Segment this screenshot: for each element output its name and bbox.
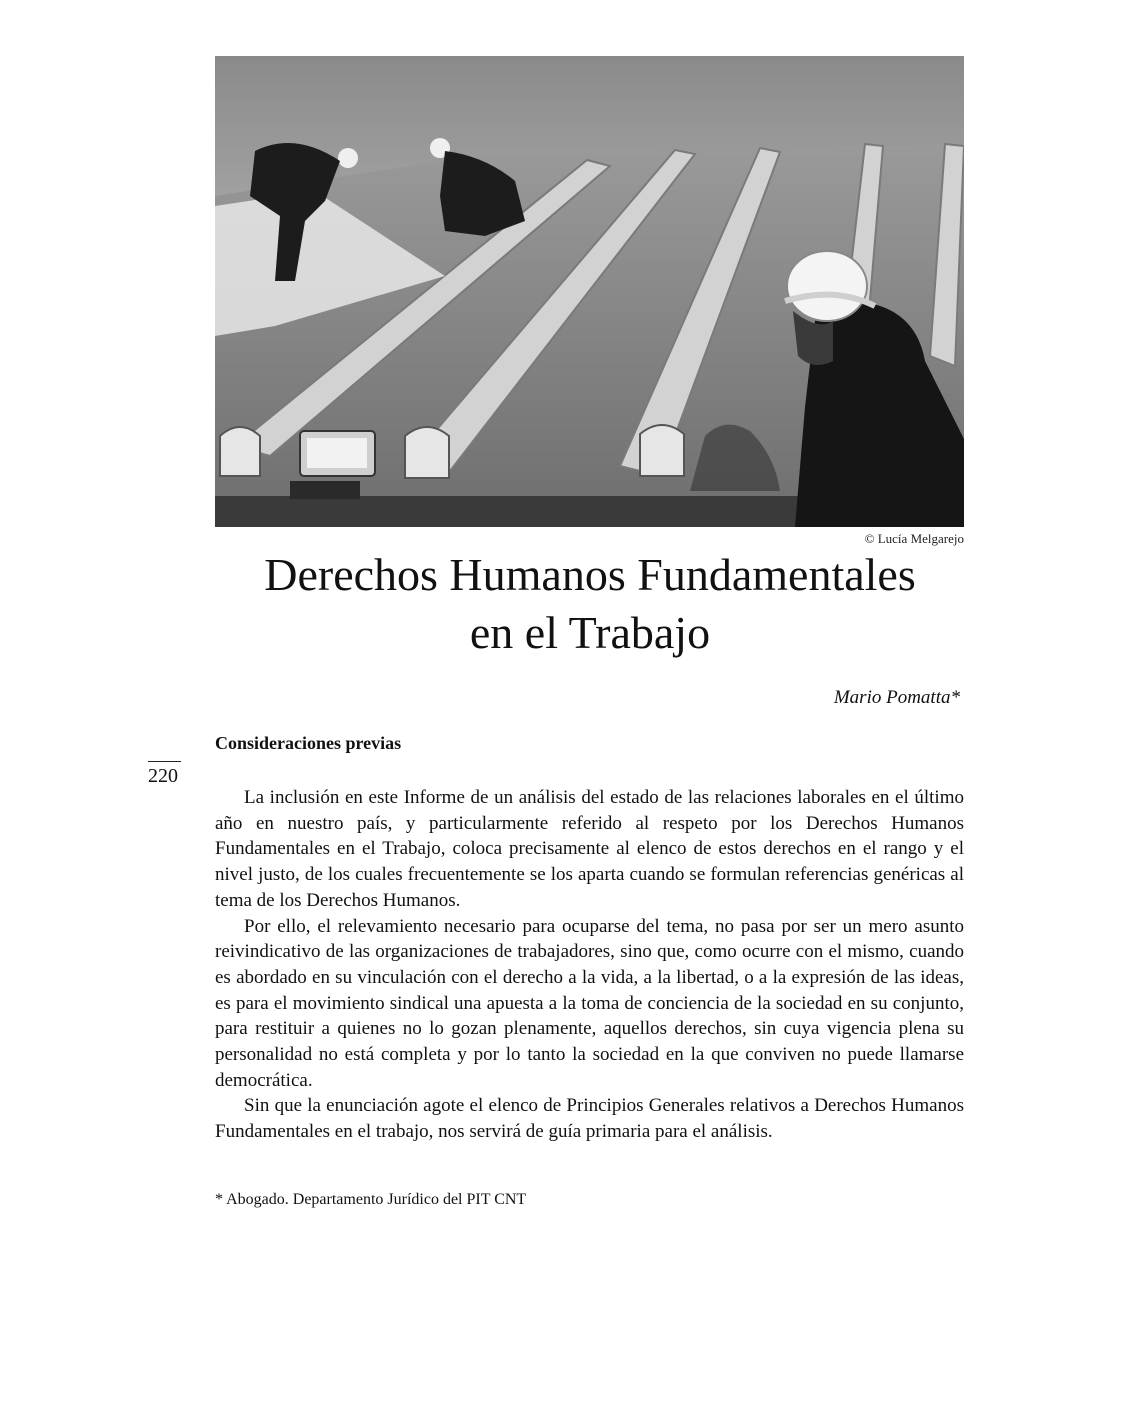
article-body bbox=[215, 785, 964, 1145]
photo-graphic bbox=[215, 56, 964, 527]
section-heading: Consideraciones previas bbox=[215, 733, 402, 753]
title-line-2: en el Trabajo bbox=[469, 607, 711, 658]
title-line-1: Derechos Humanos Fundamentales bbox=[264, 549, 916, 600]
photo-credit: © Lucía Melgarejo bbox=[864, 531, 964, 546]
author-name: Mario Pomatta* bbox=[833, 687, 960, 708]
page-number: 220 bbox=[148, 765, 178, 787]
paragraph: La inclusión en este Informe de un análisis del estado de las relaciones laborales en el último año en nuestro país, y particularmente referido al respeto por los Derechos Humanos Fundamentales en el Trabajo, coloca precisamente al elenco de estos derechos en el rango y el nivel justo, de los cuales frecuentemente se los aparta cuando se formulan referencias genéricas al tema de los Derechos Humanos. bbox=[215, 787, 964, 911]
rooftop-workers-photo bbox=[215, 56, 964, 527]
article-title bbox=[200, 546, 980, 662]
page-number-rule bbox=[148, 761, 181, 762]
paragraph: Por ello, el relevamiento necesario para ocuparse del tema, no pasa por ser un mero asunto reivindicativo de las organizaciones de trabajadores, sino que, como ocurre con el mismo, cuando es abordado en su vinculación con el derecho a la vida, a la libertad, o a la expresión de las ideas, es para el movimiento sindical una apuesta a la toma de conciencia de la sociedad en su conjunto, para restituir a quienes no lo gozan plenamente, aquellos derechos, sin cuya vigencia plena su personalidad no está completa y por lo tanto la sociedad en la que conviven no puede llamarse democrática. bbox=[215, 915, 964, 1091]
footnote: * Abogado. Departamento Jurídico del PIT CNT bbox=[215, 1191, 527, 1208]
paragraph: Sin que la enunciación agote el elenco de Principios Generales relativos a Derechos Humanos Fundamentales en el trabajo, nos servirá de guía primaria para el análisis. bbox=[215, 1095, 964, 1143]
